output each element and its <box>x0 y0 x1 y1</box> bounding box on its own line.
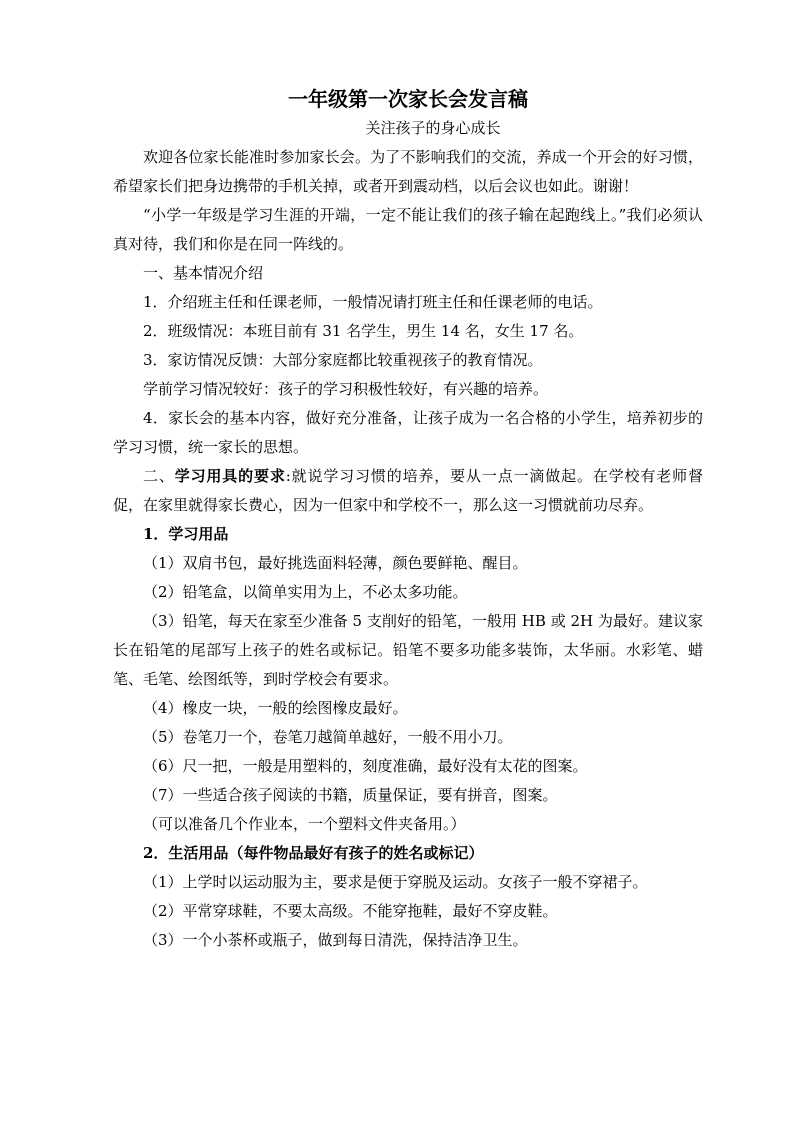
daily-supply-item-1: （1）上学时以运动服为主，要求是便于穿脱及运动。女孩子一般不穿裙子。 <box>143 873 648 891</box>
section2-lead-prefix: 二、 <box>143 467 175 485</box>
section1-heading: 一、基本情况介绍 <box>143 264 264 282</box>
section1-item-4: 学前学习情况较好：孩子的学习积极性较好，有兴趣的培养。 <box>143 380 549 398</box>
document-subtitle: 关注孩子的身心成长 <box>365 119 501 137</box>
section1-item-5: 4．家长会的基本内容，做好充分准备，让孩子成为一名合格的小学生，培养初步的学习习惯，统一家长的思想。 <box>113 409 703 456</box>
study-supply-item-4: （4）橡皮一块，一般的绘图橡皮最好。 <box>143 699 408 717</box>
section1-item-3: 3．家访情况反馈：大部分家庭都比较重视孩子的教育情况。 <box>143 351 543 369</box>
study-supply-item-2: （2）铅笔盒，以简单实用为上，不必太多功能。 <box>143 583 468 601</box>
subsection-daily-supplies-heading: 2．生活用品（每件物品最好有孩子的姓名或标记） <box>143 844 484 862</box>
section1-item-1: 1．介绍班主任和任课老师，一般情况请打班主任和任课老师的电话。 <box>143 293 603 311</box>
intro-paragraph-1: 欢迎各位家长能准时参加家长会。为了不影响我们的交流，养成一个开会的好习惯，希望家长们把身边携带的手机关掉，或者开到震动档，以后会议也如此。谢谢！ <box>113 148 703 195</box>
study-supply-item-6: （6）尺一把，一般是用塑料的，刻度准确，最好没有太花的图案。 <box>143 757 588 775</box>
intro-paragraph-2: “小学一年级是学习生涯的开端，一定不能让我们的孩子输在起跑线上。”我们必须认真对待，我们和你是在同一阵线的。 <box>113 206 703 253</box>
subsection-study-supplies-heading: 1．学习用品 <box>143 525 229 543</box>
section2-lead-bold: 学习用具的要求 <box>174 467 286 485</box>
section1-item-2: 2．班级情况：本班目前有 31 名学生，男生 14 名，女生 17 名。 <box>143 322 584 340</box>
section2-lead-rest: :就说学习习惯的培养，要从一点一滴做起。在学校有老师督促，在家里就得家长费心，因为一但家中和学校不一，那么这一习惯就前功尽弃。 <box>113 467 703 514</box>
study-supply-note: （可以准备几个作业本，一个塑料文件夹备用。） <box>143 815 466 833</box>
daily-supply-item-3: （3）一个小茶杯或瓶子，做到每日清洗，保持洁净卫生。 <box>143 931 528 949</box>
study-supply-item-5: （5）卷笔刀一个，卷笔刀越简单越好，一般不用小刀。 <box>143 728 513 746</box>
study-supply-item-1: （1）双肩书包，最好挑选面料轻薄，颜色要鲜艳、醒目。 <box>143 554 528 572</box>
study-supply-item-3: （3）铅笔，每天在家至少准备 5 支削好的铅笔，一般用 HB 或 2H 为最好。建议家长在铅笔的尾部写上孩子的姓名或标记。铅笔不要多功能多装饰，太华丽。水彩笔、蜡笔、毛笔、绘图纸等，到时学校会有要求。 <box>113 612 703 688</box>
daily-supply-item-2: （2）平常穿球鞋，不要太高级。不能穿拖鞋，最好不穿皮鞋。 <box>143 902 558 920</box>
document-body <box>113 84 703 955</box>
section2-lead-paragraph <box>113 462 703 520</box>
study-supply-item-7: （7）一些适合孩子阅读的书籍，质量保证，要有拼音，图案。 <box>143 786 558 804</box>
document-title: 一年级第一次家长会发言稿 <box>288 87 528 111</box>
